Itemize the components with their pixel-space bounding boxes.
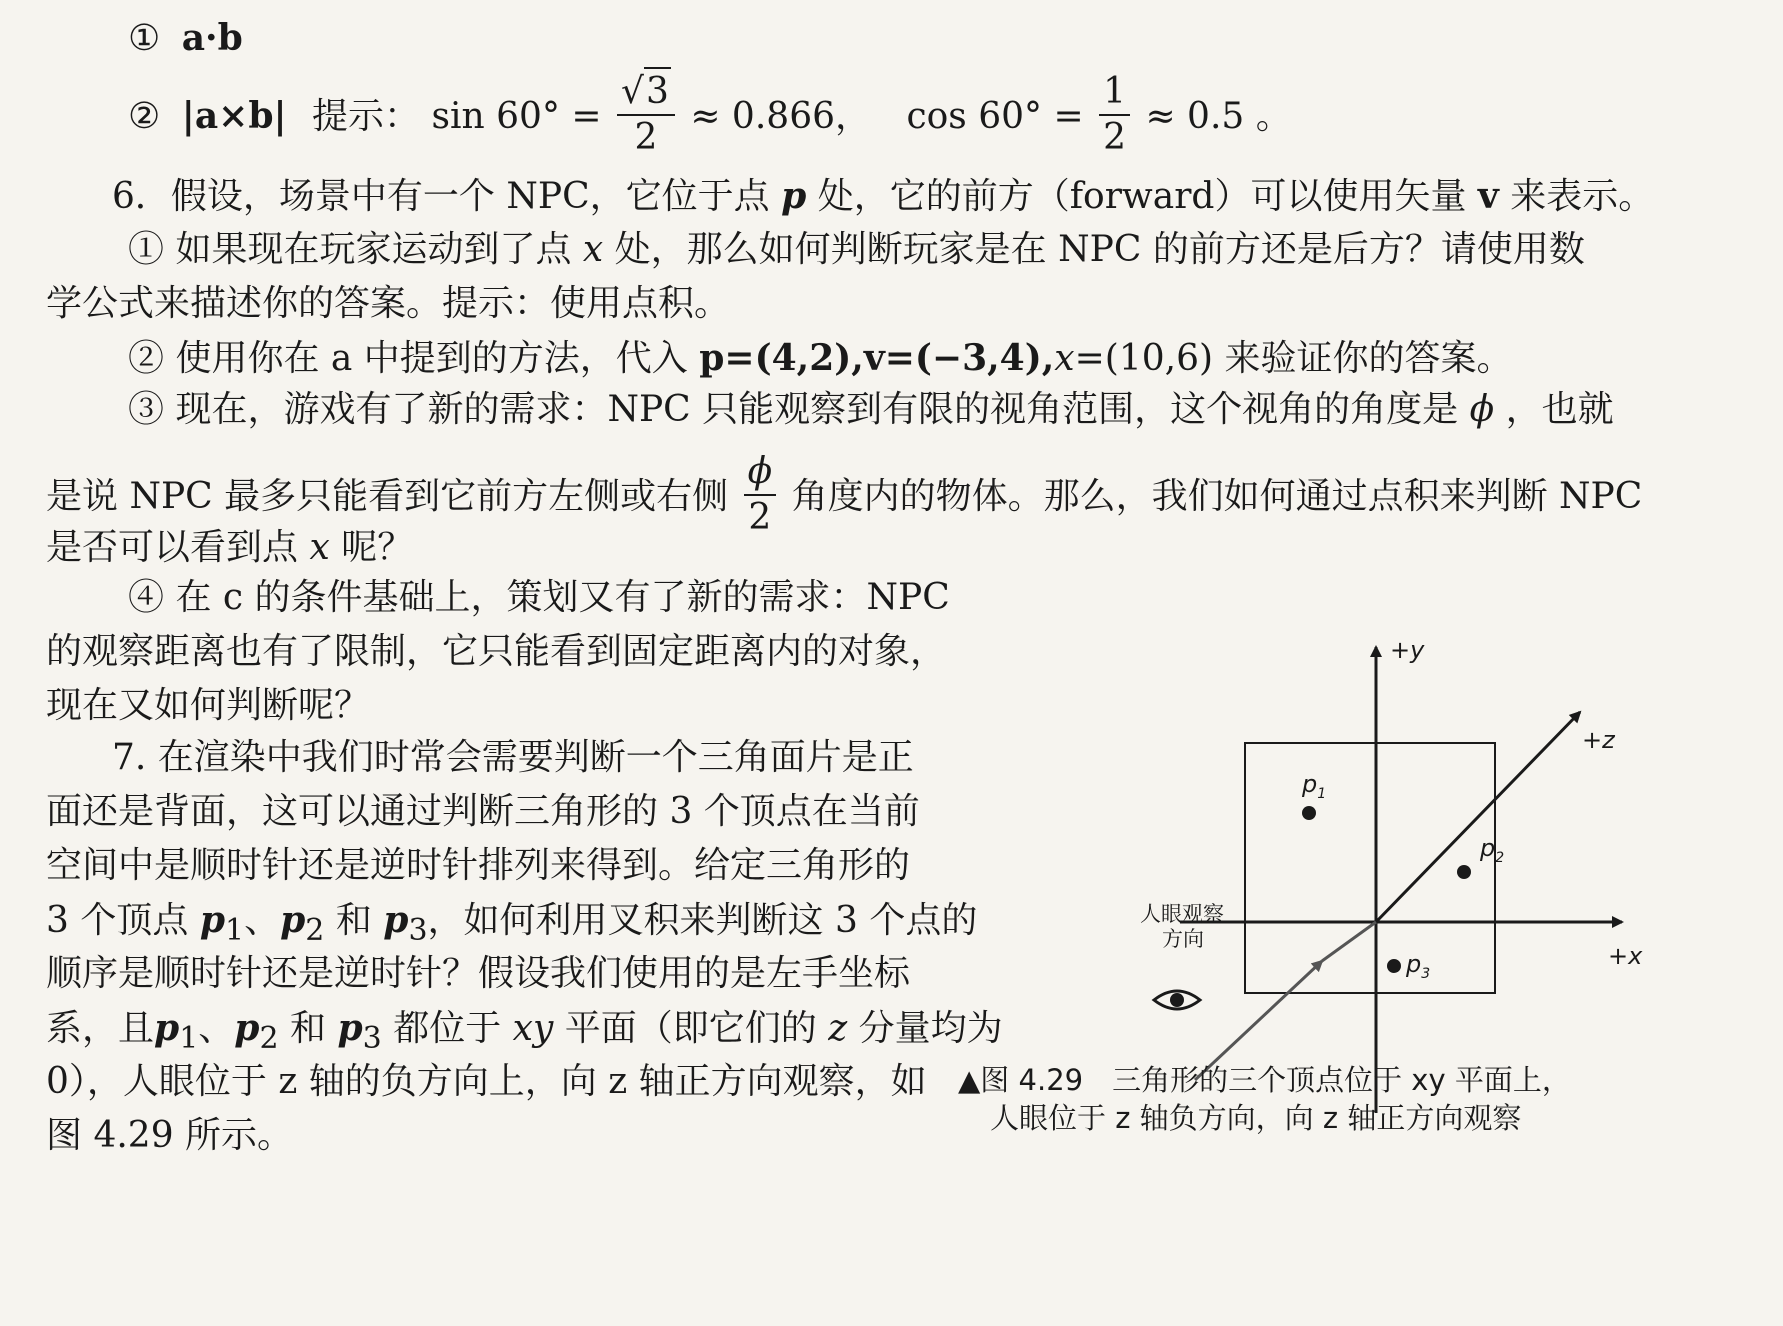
item-1-expression: a·b bbox=[181, 17, 243, 59]
view-direction-line bbox=[1322, 922, 1376, 961]
q6-intro: 6．假设，场景中有一个 NPC，它位于点 p 处，它的前方（forward）可以使用矢量 v 来表示。 bbox=[112, 175, 1655, 217]
hint-label: 提示： bbox=[312, 96, 421, 137]
q7-line8: 图 4.29 所示。 bbox=[46, 1115, 294, 1156]
figure-caption-line2: 人眼位于 z 轴负方向，向 z 轴正方向观察 bbox=[990, 1101, 1522, 1135]
cos-lhs: cos 60° = bbox=[906, 96, 1084, 137]
q6-sub1-line1: ① 如果现在玩家运动到了点 x 处，那么如何判断玩家是在 NPC 的前方还是后方？请使用数 bbox=[128, 229, 1585, 270]
q7-line4: 3 个顶点 $p_1$、$p_2$ 和 $p_3$，如何利用叉积来判断这 3 个点的 bbox=[46, 899, 978, 949]
q7-line7: 0），人眼位于 z 轴的负方向上，向 z 轴正方向观察，如 bbox=[46, 1061, 927, 1102]
sin-fraction: $\frac{√3}{2}$ bbox=[617, 74, 675, 156]
point-p: p bbox=[781, 175, 807, 217]
point-p3 bbox=[1387, 959, 1401, 973]
sin-lhs: sin 60° = bbox=[431, 96, 602, 137]
item-1 bbox=[128, 17, 243, 59]
vector-v: v bbox=[1477, 175, 1499, 217]
eye-label-line1: 人眼观察 bbox=[1140, 902, 1224, 926]
sin-radicand: 3 bbox=[644, 67, 671, 112]
q6-sub4-line3: 现在又如何判断呢？ bbox=[46, 685, 371, 726]
xy-plane-square bbox=[1245, 743, 1495, 993]
item-2-expression: |a×b| bbox=[181, 95, 287, 137]
item-1-number: ① bbox=[128, 18, 161, 59]
q6-sub4-line2: 的观察距离也有了限制，它只能看到固定距离内的对象， bbox=[46, 631, 947, 672]
point-p3-label: $p_3$ bbox=[1406, 950, 1431, 982]
item-2-number: ② bbox=[128, 96, 161, 137]
eye-icon bbox=[1154, 991, 1200, 1009]
x-axis-label: +x bbox=[1608, 942, 1643, 970]
phi-symbol: ϕ bbox=[1469, 389, 1495, 430]
point-p1 bbox=[1302, 806, 1316, 820]
sub2-values: p=(4,2),v=(−3,4), bbox=[699, 337, 1055, 379]
eye-label-line2: 方向 bbox=[1162, 927, 1204, 951]
point-p2-label: $p_2$ bbox=[1480, 834, 1505, 866]
sin-denominator: 2 bbox=[634, 117, 658, 158]
point-p1-label: $p_1$ bbox=[1302, 770, 1327, 802]
cos-denominator: 2 bbox=[1103, 117, 1126, 158]
q6-sub1-line2: 学公式来描述你的答案。提示：使用点积。 bbox=[46, 283, 731, 324]
q6-sub3-line2: 是说 NPC 最多只能看到它前方左侧或右侧 $\frac{\phi}{2}$ 角度内的物体。那么，我们如何通过点积来判断 NPC bbox=[46, 451, 1643, 538]
cos-numerator: 1 bbox=[1099, 74, 1130, 116]
point-p2 bbox=[1457, 865, 1471, 879]
cos-fraction bbox=[1099, 71, 1130, 158]
figure-caption-line1: ▲图 4.29 三角形的三个顶点位于 xy 平面上， bbox=[958, 1063, 1571, 1097]
q7-line6: 系，且$p_1$、$p_2$ 和 $p_3$ 都位于 xy 平面（即它们的 z 分量均为 bbox=[46, 1007, 1003, 1057]
q6-sub3-line3: 是否可以看到点 x 呢？ bbox=[46, 527, 414, 568]
q6-sub4-line1: ④ 在 c 的条件基础上，策划又有了新的需求：NPC bbox=[128, 577, 950, 618]
q6-sub2: ② 使用你在 a 中提到的方法，代入 p=(4,2),v=(−3,4),x=(10,6) 来验证你的答案。 bbox=[128, 337, 1513, 379]
q6-sub3-line1: ③ 现在，游戏有了新的需求：NPC 只能观察到有限的视角范围，这个视角的角度是 ϕ ，也就 bbox=[128, 389, 1614, 430]
q7-line5: 顺序是顺时针还是逆时针？假设我们使用的是左手坐标 bbox=[46, 953, 911, 994]
y-axis-label: +y bbox=[1390, 636, 1425, 664]
item-2 bbox=[128, 71, 1292, 160]
q7-line1: 7. 在渲染中我们时常会需要判断一个三角面片是正 bbox=[112, 737, 914, 778]
q7-line2: 面还是背面，这可以通过判断三角形的 3 个顶点在当前 bbox=[46, 791, 920, 832]
z-axis-label: +z bbox=[1582, 726, 1615, 754]
phi-half-fraction: $\frac{\phi}{2}$ bbox=[744, 454, 777, 536]
sin-approx: ≈ 0.866， bbox=[690, 96, 871, 137]
q7-line3: 空间中是顺时针还是逆时针排列来得到。给定三角形的 bbox=[46, 845, 911, 886]
cos-approx: ≈ 0.5 。 bbox=[1145, 96, 1292, 137]
